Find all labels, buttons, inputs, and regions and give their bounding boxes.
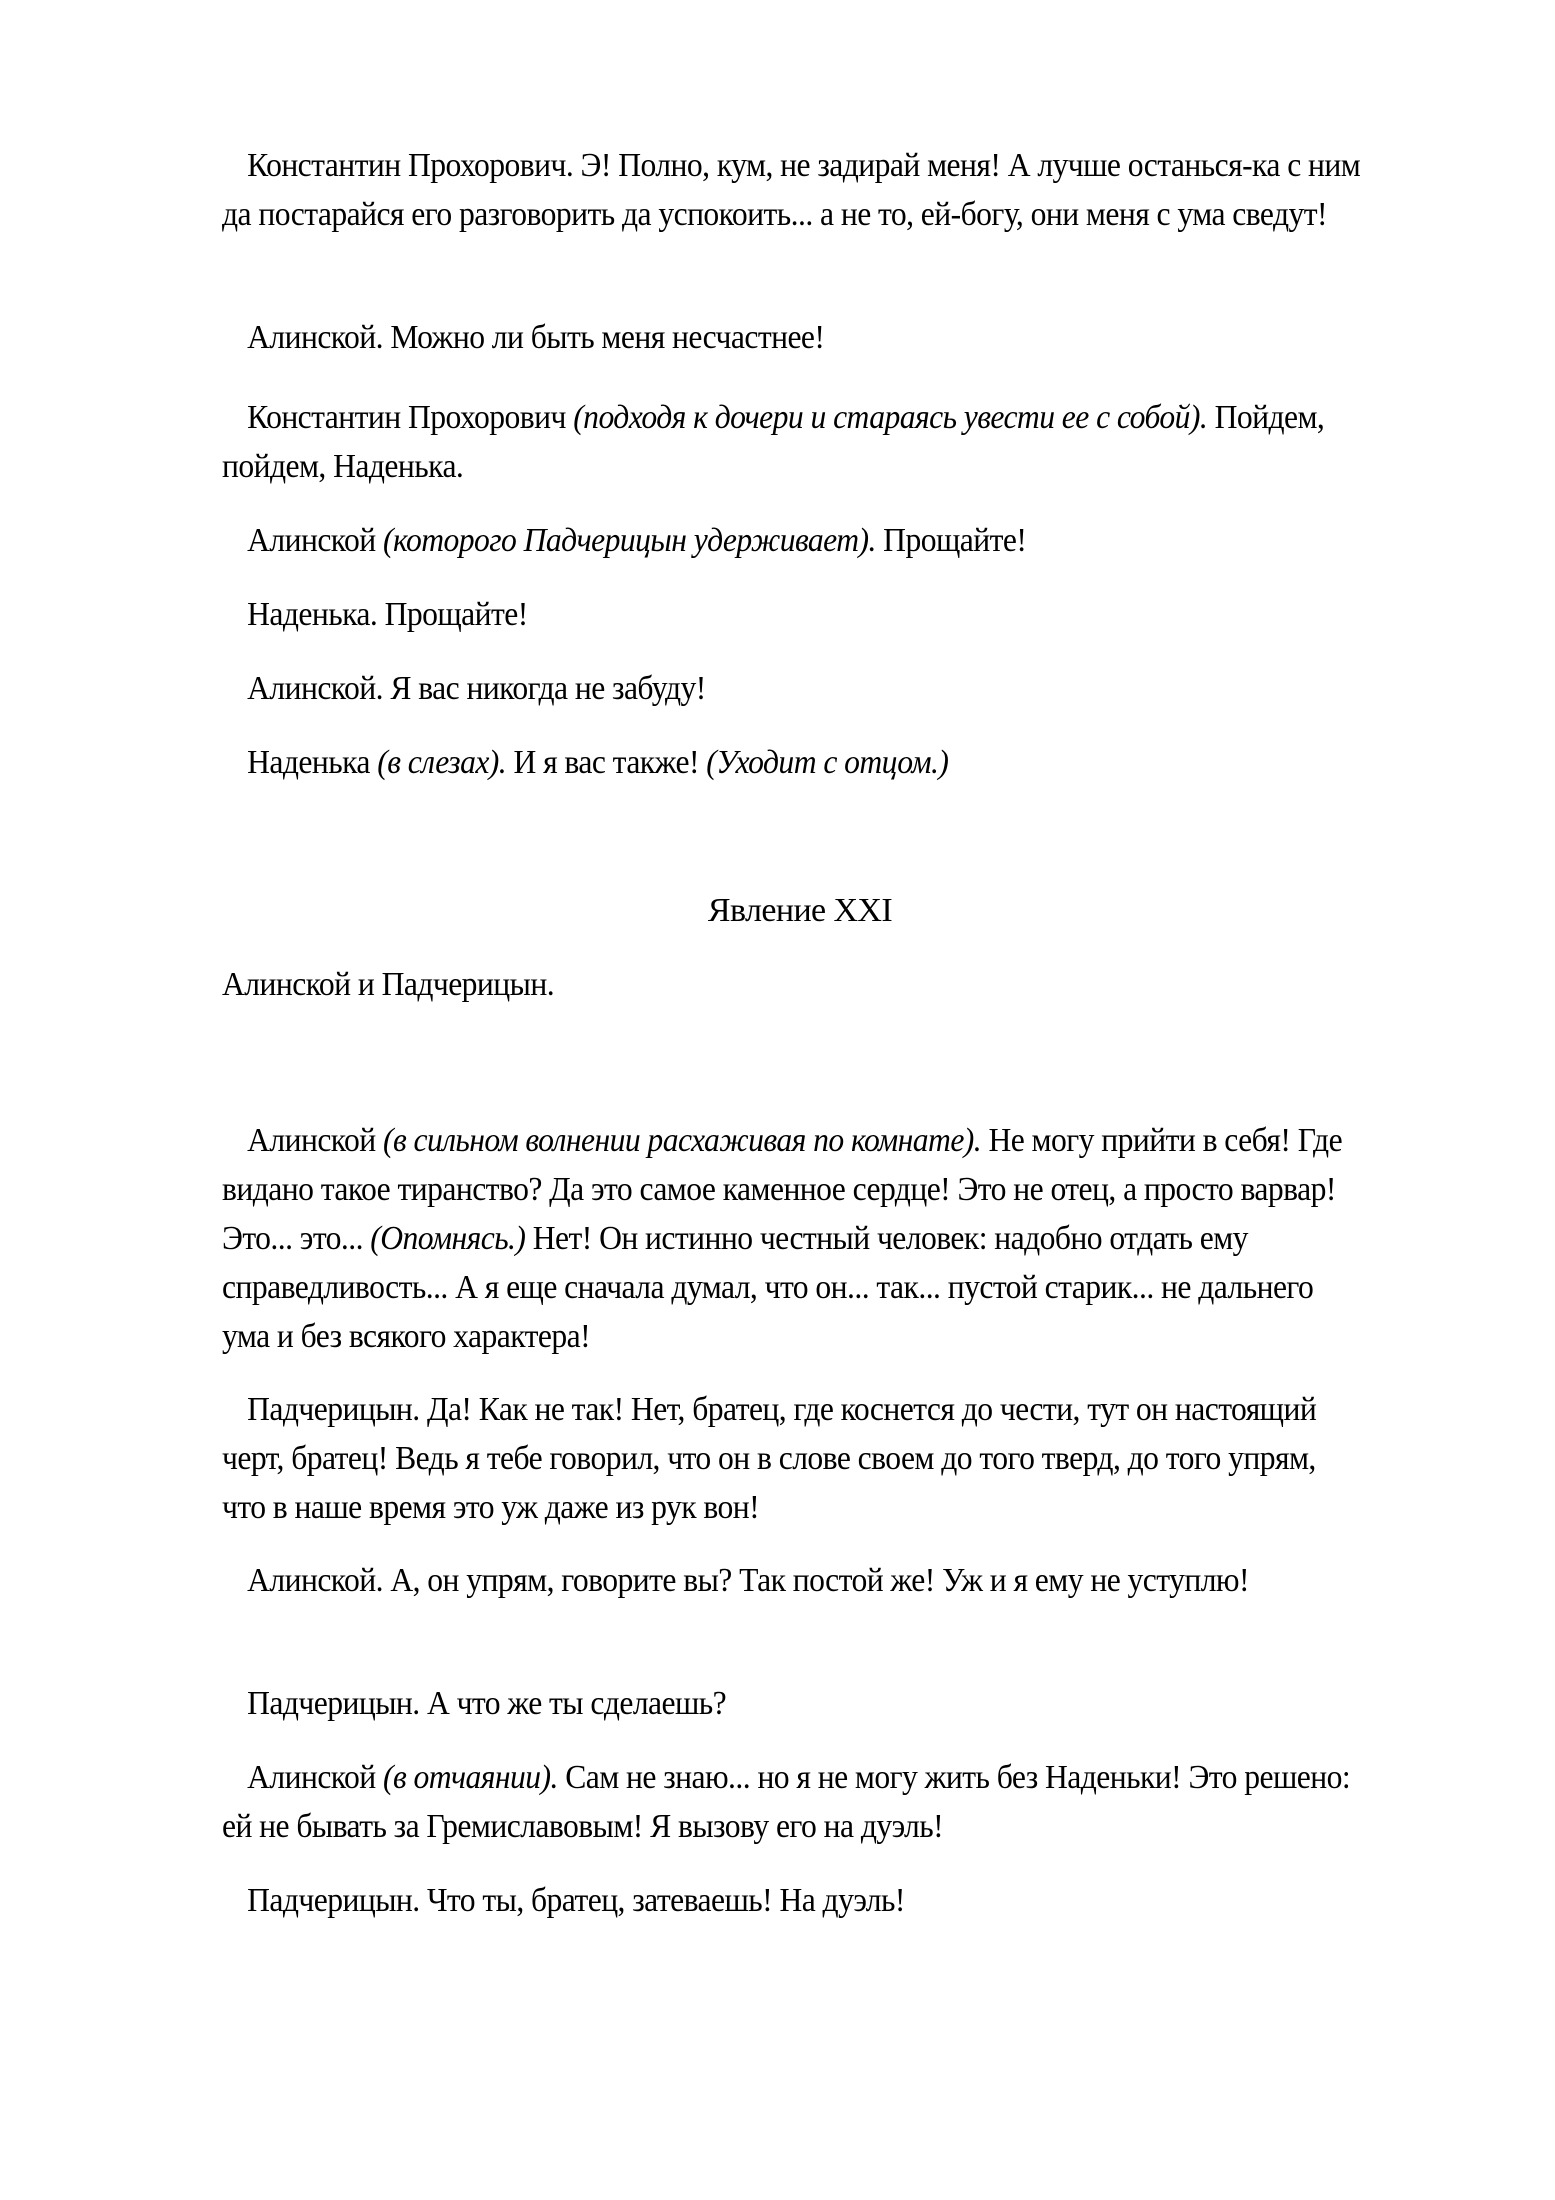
stage-direction: (Опомнясь.): [370, 1220, 526, 1257]
dialogue-text: А что же ты сделаешь?: [419, 1685, 727, 1722]
dialogue-text: Э! Полно, кум, не задирай меня! А лучше останься-ка с ним да постарайся его разговорить да успокоить... а не то, ей-богу, они меня с ума сведут!: [222, 147, 1361, 233]
dialogue-paragraph: [222, 1556, 1366, 1605]
speaker-name: Алинской.: [247, 319, 383, 356]
speaker-name: Падчерицын.: [247, 1685, 420, 1722]
dialogue-paragraph: [222, 1753, 1366, 1851]
speaker-name: Алинской: [247, 1122, 376, 1159]
dialogue-text: Я вас никогда не забуду!: [382, 670, 706, 707]
speaker-name: Наденька: [247, 744, 370, 781]
dialogue-paragraph: [222, 393, 1366, 491]
stage-direction: (в сильном волнении расхаживая по комнате).: [375, 1122, 982, 1159]
dialogue-text: А, он упрям, говорите вы? Так постой же! Уж и я ему не уступлю!: [382, 1562, 1249, 1599]
dialogue-paragraph: [222, 1679, 1366, 1728]
dialogue-paragraph: [222, 141, 1366, 239]
dialogue-text: Не могу прийти в себя! Где видано такое тиранство? Да это самое каменное сердце! Это не отец, а просто варвар! Это... это...: [222, 1122, 1343, 1257]
speaker-name: Падчерицын.: [247, 1882, 420, 1919]
dialogue-text: И я вас также!: [506, 744, 707, 781]
speaker-name: Алинской: [247, 1759, 376, 1796]
speaker-name: Константин Прохорович: [247, 399, 566, 436]
stage-direction: (которого Падчерицын удерживает).: [375, 522, 876, 559]
dialogue-paragraph: [222, 516, 1366, 565]
stage-direction: (Уходит с отцом.): [706, 744, 949, 781]
dialogue-text: Сам не знаю... но я не могу жить без Наденьки! Это решено: ей не бывать за Гремиславовым! Я вызову его на дуэль!: [222, 1759, 1351, 1845]
speaker-name: Константин Прохорович.: [247, 147, 574, 184]
speaker-name: Алинской.: [247, 670, 383, 707]
dialogue-text: Да! Как не так! Нет, братец, где коснется до чести, тут он настоящий черт, братец! Ведь я тебе говорил, что он в слове своем до того тверд, до того упрям, что в наше время это уж даже из рук вон!: [222, 1391, 1317, 1526]
scene-characters: Алинской и Падчерицын.: [222, 966, 555, 1003]
scene-heading: Явление XXI: [707, 892, 893, 929]
dialogue-paragraph: [222, 664, 1366, 713]
dialogue-text: Нет! Он истинно честный человек: надобно отдать ему справедливость... А я еще сначала думал, что он... так... пустой старик... не дальнего ума и без всякого характера!: [222, 1220, 1314, 1355]
stage-direction: (подходя к дочери и стараясь увести ее с собой).: [565, 399, 1208, 436]
stage-direction: (в отчаянии).: [375, 1759, 558, 1796]
speaker-name: Наденька.: [247, 596, 378, 633]
dialogue-paragraph: [222, 1385, 1366, 1532]
dialogue-paragraph: [222, 738, 1366, 787]
dialogue-text: Прощайте!: [875, 522, 1027, 559]
dialogue-text: Что ты, братец, затеваешь! На дуэль!: [419, 1882, 905, 1919]
speaker-name: Алинской.: [247, 1562, 383, 1599]
dialogue-text: Прощайте!: [377, 596, 528, 633]
speaker-name: Падчерицын.: [247, 1391, 420, 1428]
stage-direction: (в слезах).: [369, 744, 507, 781]
dialogue-paragraph: [222, 313, 1366, 362]
dialogue-paragraph: [222, 590, 1366, 639]
speaker-name: Алинской: [247, 522, 376, 559]
dialogue-paragraph: [222, 1876, 1366, 1925]
dialogue-text: Можно ли быть меня несчастнее!: [382, 319, 825, 356]
dialogue-paragraph: [222, 1116, 1366, 1361]
dialogue-text: Пойдем, пойдем, Наденька.: [222, 399, 1325, 485]
